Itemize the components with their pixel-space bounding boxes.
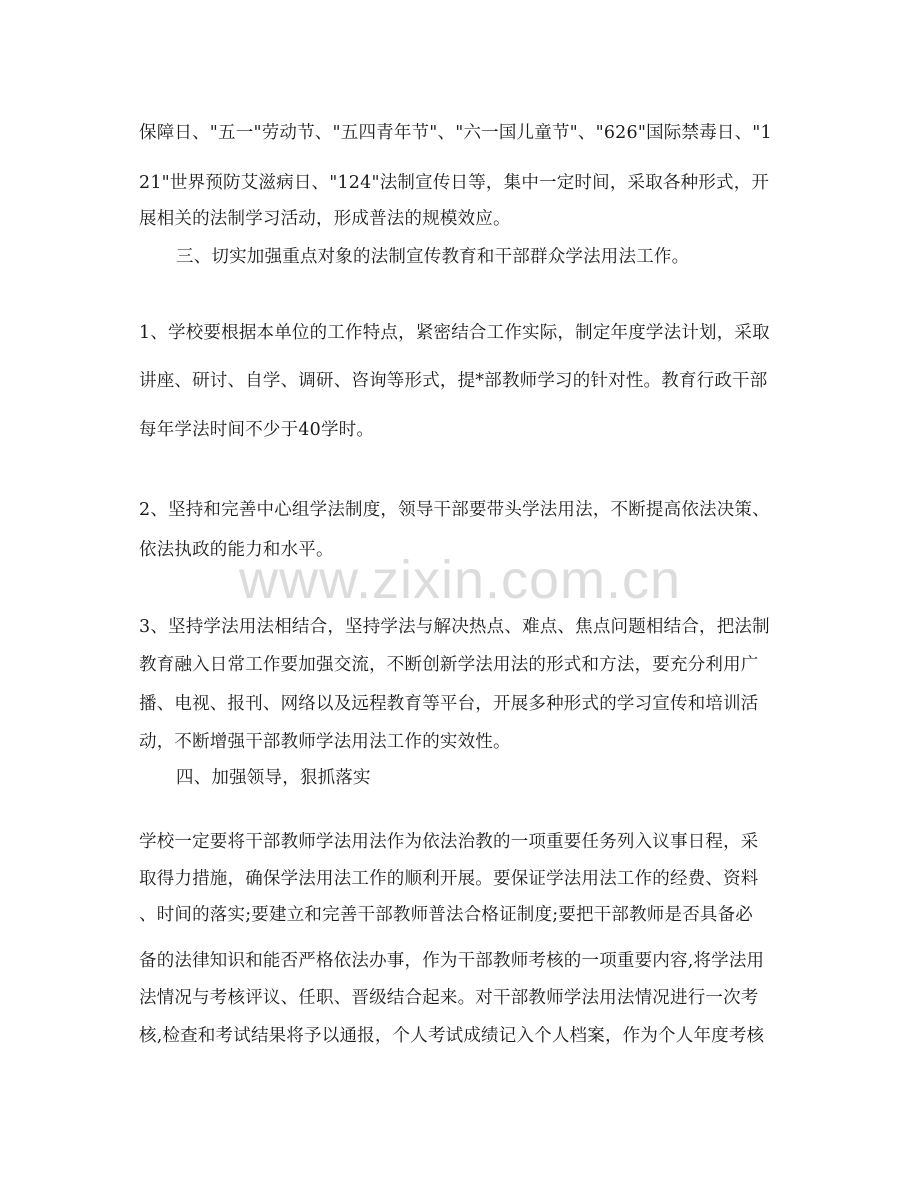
text-line: 、时间的落实;要建立和完善干部教师普法合格证制度;要把干部教师是否具备必 [139, 905, 753, 925]
text-line: 每年学法时间不少于40学时。 [139, 420, 375, 440]
text-line: 备的法律知识和能否严格依法办事，作为干部教师考核的一项重要内容,将学法用 [139, 951, 765, 971]
text-line: 2、坚持和完善中心组学法制度，领导干部要带头学法用法，不断提高依法决策、 [139, 500, 770, 520]
text-line: 保障日、"五一"劳动节、"五四青年节"、"六一国儿童节"、"626"国际禁毒日、"1 [139, 123, 772, 143]
text-line: 3、坚持学法用法相结合，坚持学法与解决热点、难点、焦点问题相结合，把法制 [139, 617, 770, 637]
text-line: 动，不断增强干部教师学法用法工作的实效性。 [139, 732, 511, 752]
text-line: 讲座、研讨、自学、调研、咨询等形式，提*部教师学习的针对性。教育行政干部 [139, 371, 768, 391]
text-line: 取得力措施，确保学法用法工作的顺利开展。要保证学法用法工作的经费、资料 [139, 869, 759, 889]
text-line: 展相关的法制学习活动，形成普法的规模效应。 [139, 209, 511, 229]
text-line: 播、电视、报刊、网络以及远程教育等平台，开展多种形式的学习宣传和培训活 [139, 694, 759, 714]
text-line: 法情况与考核评议、任职、晋级结合起来。对干部教师学法用法情况进行一次考 [139, 988, 759, 1008]
section-heading: 四、加强领导，狠抓落实 [176, 768, 371, 788]
watermark: www.zixin.com.cn [238, 550, 682, 610]
text-line: 1、学校要根据本单位的工作特点，紧密结合工作实际，制定年度学法计划，采取 [139, 323, 770, 343]
text-line: 21"世界预防艾滋病日、"124"法制宣传日等，集中一定时间，采取各种形式，开 [139, 173, 770, 193]
text-line: 核,检查和考试结果将予以通报，个人考试成绩记入个人档案，作为个人年度考核 [139, 1026, 765, 1046]
text-line: 学校一定要将干部教师学法用法作为依法治教的一项重要任务列入议事日程，采 [139, 832, 759, 852]
section-heading: 三、切实加强重点对象的法制宣传教育和干部群众学法用法工作。 [176, 247, 690, 267]
text-line: 教育融入日常工作要加强交流，不断创新学法用法的形式和方法，要充分利用广 [139, 655, 759, 675]
text-line: 依法执政的能力和水平。 [139, 540, 334, 560]
